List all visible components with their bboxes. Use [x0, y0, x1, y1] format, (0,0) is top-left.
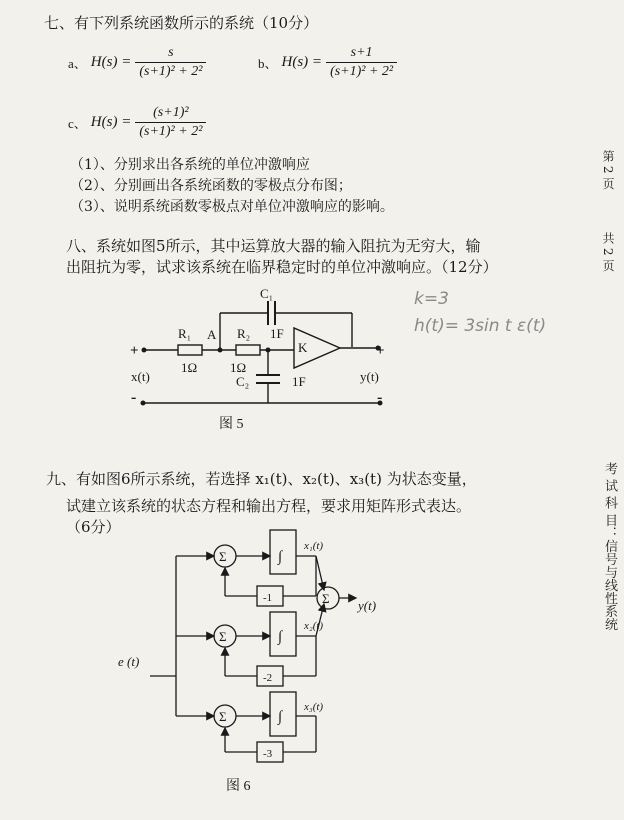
q7-a-label: a、 [68, 56, 87, 71]
figure-5-caption: 图 5 [219, 417, 244, 432]
integrator-1-symbol: ∫ [278, 549, 283, 565]
side-total-pages: 共 2 页 [601, 232, 615, 272]
x1-label: x₁(t) [304, 540, 324, 552]
gain-3-label: -3 [263, 748, 273, 760]
integrator-3 [270, 692, 296, 736]
q7-b-num: s+1 [326, 44, 397, 63]
integrator-3-symbol: ∫ [278, 709, 283, 725]
summer-3-sigma: Σ [219, 709, 227, 724]
x3-label: x₃(t) [304, 701, 324, 713]
r1-value: 1Ω [181, 360, 198, 375]
handwritten-ht: h(t)= 3sin t ε(t) [414, 316, 547, 336]
amp-gain-label: K [298, 340, 308, 355]
q9-line-2: 试建立该系统的状态方程和输出方程，要求用矩阵形式表达。 [66, 497, 472, 515]
summer-2-sigma: Σ [219, 629, 227, 644]
q7-c-den: (s+1)² + 2² [139, 124, 203, 139]
r2-value: 1Ω [230, 360, 247, 375]
side-page-number: 第 2 页 [601, 150, 615, 190]
handwritten-k: k=3 [414, 289, 449, 309]
q7-a-num: s [135, 44, 206, 63]
q9-line-1: 九、有如图6所示系统，若选择 x₁(t)、x₂(t)、x₃(t) 为状态变量， [46, 470, 477, 488]
q7-c-label: c、 [68, 116, 87, 131]
summer-1-sigma: Σ [219, 549, 227, 564]
integrator-2-symbol: ∫ [278, 629, 283, 645]
c2-value: 1F [292, 374, 306, 389]
output-plus: + [376, 343, 385, 359]
q8-line-2: 出阻抗为零，试求该系统在临界稳定时的单位冲激响应。（12分） [66, 258, 498, 276]
c1-value: 1F [270, 326, 284, 341]
q7-a-den: (s+1)² + 2² [139, 64, 203, 79]
output-minus: - [377, 389, 383, 406]
c2-label: C₂ [236, 374, 250, 389]
q7-item-1: （1）、分别求出各系统的单位冲激响应 [70, 157, 310, 173]
side-subject: 考 试 科 目：信号与线性系统 [602, 462, 617, 631]
integrator-1 [270, 530, 296, 574]
q7-title: 七、有下列系统函数所示的系统（10分） [44, 14, 319, 32]
q7-c-lhs: H(s) = [90, 114, 132, 130]
input-plus: + [130, 343, 139, 359]
input-et-label: e (t) [118, 654, 140, 669]
q7-b-lhs: H(s) = [281, 54, 323, 70]
c1-label: C₁ [260, 286, 274, 301]
output-summer-sigma: Σ [322, 591, 330, 606]
integrator-2 [270, 612, 296, 656]
x2-label: x₂(t) [304, 620, 324, 632]
q8-line-1: 八、系统如图5所示，其中运算放大器的输入阻抗为无穷大，输 [66, 237, 481, 255]
node-a-label: A [207, 327, 217, 342]
output-yt-label: y(t) [358, 598, 377, 613]
q7-a-lhs: H(s) = [90, 54, 132, 70]
gain-1-label: -1 [263, 592, 273, 604]
r2-label: R₂ [237, 326, 251, 341]
input-xt-label: x(t) [131, 369, 150, 384]
q7-item-2: （2）、分别画出各系统函数的零极点分布图； [70, 178, 352, 194]
r1-label: R₁ [178, 326, 192, 341]
q9-line-3: （6分） [66, 518, 121, 536]
input-minus: - [131, 389, 137, 406]
figure-6-caption: 图 6 [226, 779, 251, 794]
q7-b-den: (s+1)² + 2² [330, 64, 394, 79]
q7-b-label: b、 [258, 56, 278, 71]
output-yt-label: y(t) [360, 369, 379, 384]
q7-c-num: (s+1)² [135, 104, 206, 123]
gain-2-label: -2 [263, 672, 273, 684]
q7-item-3: （3）、说明系统函数零极点对单位冲激响应的影响。 [70, 199, 394, 215]
